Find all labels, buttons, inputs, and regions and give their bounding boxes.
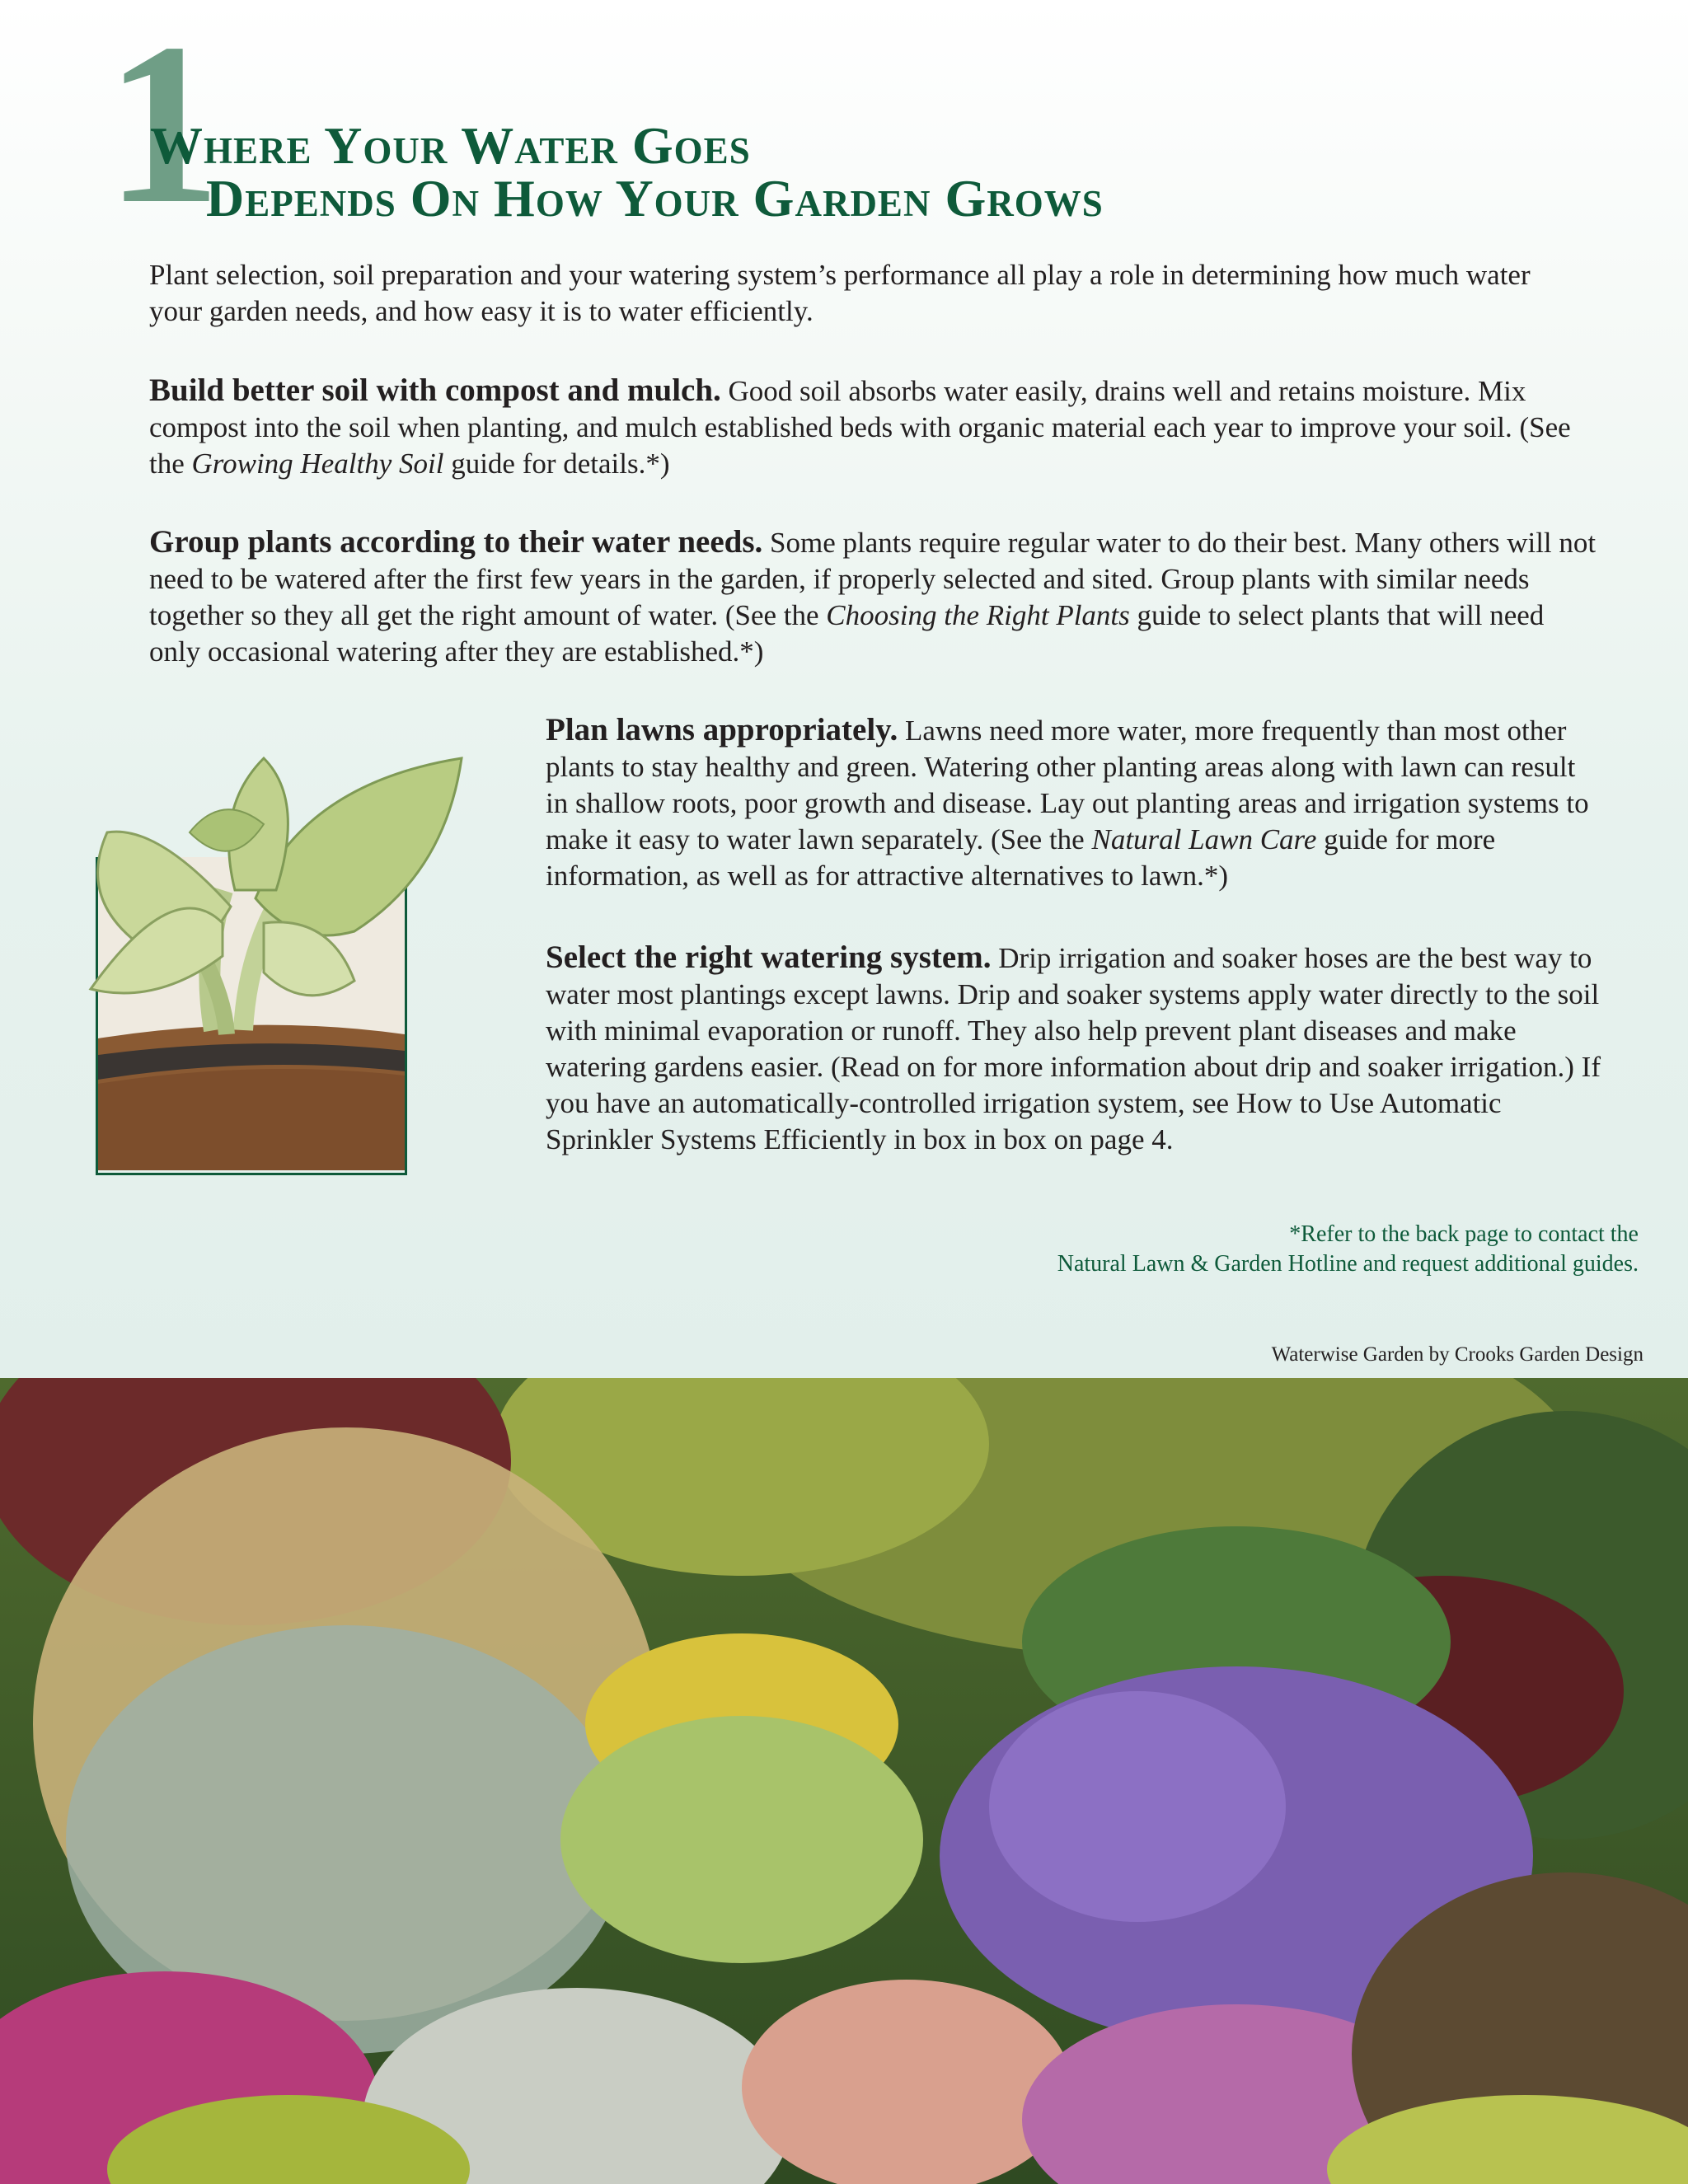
soil-guide-title: Growing Healthy Soil — [191, 448, 444, 480]
soil-lead: Build better soil with compost and mulch. — [149, 373, 721, 408]
footnote — [732, 1220, 1639, 1279]
photo-credit: Waterwise Garden by Crooks Garden Design — [1271, 1343, 1643, 1366]
footnote-line-2: Natural Lawn & Garden Hotline and request additional guides. — [1057, 1251, 1639, 1277]
group-lead: Group plants according to their water needs. — [149, 524, 763, 560]
group-text: Some plants require regular water to do their best. Many others will not need to be watered after the first few years in the garden, if properly selected and sited. Group plants with similar needs together so they all get the right amount of water. (See the — [149, 527, 1597, 631]
group-tail: guide to select plants that will need only occasional watering after they are established.*) — [149, 599, 1545, 668]
group-paragraph — [149, 524, 1600, 670]
watering-paragraph — [546, 940, 1601, 1158]
watering-text: Drip irrigation and soaker hoses are the best way to water most plantings except lawns. Drip and soaker systems apply water directly to the soil with minimal evaporation or runoff. They also help prevent plant diseases and make watering gardens easier. (Read on for more information about drip and soaker irrigation.) If you have an automatically-controlled irrigation system, see How to Use Automatic Sprinkler Systems Efficiently in box in box on page 4. — [546, 942, 1601, 1155]
intro-paragraph: Plant selection, soil preparation and your watering system’s performance all play a role in determining how much water your garden needs, and how easy it is to water efficiently. — [149, 259, 1531, 327]
soil-tail: guide for details.*) — [443, 448, 670, 480]
section-number: 1 — [106, 0, 221, 251]
plant-illustration — [58, 709, 470, 1179]
lawn-paragraph — [546, 712, 1601, 894]
title-line-1: Where Your Water Goes — [150, 116, 751, 175]
soil-paragraph — [149, 373, 1583, 482]
title-line-2: Depends On How Your Garden Grows — [206, 169, 1104, 227]
lawn-guide-title: Natural Lawn Care — [1091, 823, 1317, 855]
lawn-lead: Plan lawns appropriately. — [546, 712, 898, 748]
group-guide-title: Choosing the Right Plants — [826, 599, 1130, 631]
soil-text: Good soil absorbs water easily, drains well and retains moisture. Mix compost into the soil when planting, and mulch established beds with organic material each year to improve your soil. (See the — [149, 375, 1571, 480]
lawn-text: Lawns need more water, more frequently than most other plants to stay healthy and green. Watering other planting areas along with lawn can result in shallow roots, poor growth and disease. Lay out planting areas and irrigation systems to make it easy to water lawn separately. (See the — [546, 715, 1589, 855]
garden-photo — [0, 1378, 1688, 2184]
footnote-line-1: *Refer to the back page to contact the — [1289, 1221, 1639, 1247]
watering-lead: Select the right watering system. — [546, 940, 992, 975]
lawn-tail: guide for more information, as well as for attractive alternatives to lawn.*) — [546, 823, 1496, 892]
